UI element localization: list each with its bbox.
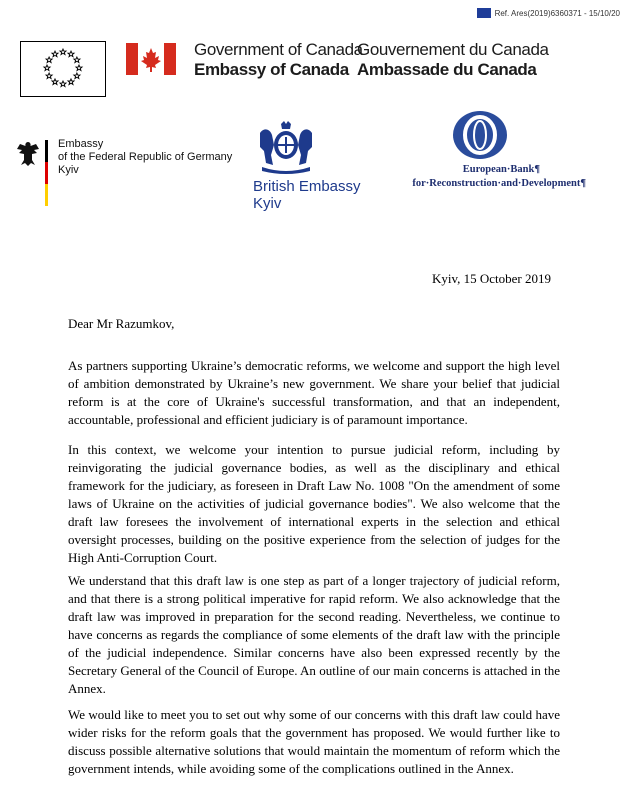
uk-line2: Kyiv (253, 195, 282, 212)
eu-logo (20, 41, 106, 97)
ebrd-line2: for·Reconstruction·and·Development¶ (412, 178, 586, 189)
reference-text: Ref. Ares(2019)6360371 - 15/10/20 (494, 8, 620, 18)
letter-date: Kyiv, 15 October 2019 (431, 271, 551, 286)
reference-stamp (477, 8, 620, 18)
letter-salutation: Dear Mr Razumkov, (68, 316, 175, 331)
ebrd-line1: European·Bank¶ (462, 164, 540, 175)
paragraph-2: In this context, we welcome your intention to pursue judicial reform, including by reinvigorating the judicial governance bodies, as well as the disciplinary and ethical framework for the judiciary, as foreseen in Draft Law No. 1008 "On the amendment of some laws of Ukraine on the activities of judicial governance bodies". We also welcome that the draft law foresees the involvement of international experts in the selection and ethical oversight processes, building on the positive experience from the selection of judges for the High Anti-Corruption Court. (68, 442, 560, 565)
paragraph-1: As partners supporting Ukraine’s democratic reforms, we welcome and support the high level of ambition demonstrated by Ukraine’s new government. We share your belief that judicial reform is at the core of Ukraine's successful transformation, and that an independent, accountable, professional and efficient judiciary is of paramount importance. (68, 358, 560, 427)
germany-line2: of the Federal Republic of Germany (58, 151, 233, 163)
uk-line1: British Embassy (253, 178, 361, 195)
eu-flag-icon (477, 8, 491, 18)
ebrd-logo-icon (452, 110, 508, 165)
germany-embassy-label (58, 138, 232, 177)
german-eagle-icon (15, 140, 41, 173)
canada-french-label (357, 39, 549, 80)
germany-line1: Embassy (58, 138, 104, 150)
germany-line3: Kyiv (58, 164, 79, 176)
canada-english-label (194, 39, 363, 80)
uk-royal-crest-icon (254, 121, 318, 180)
eu-stars-icon (21, 42, 105, 96)
canada-fr-line1: Gouvernement du Canada (357, 40, 549, 59)
canada-en-line1: Government of Canada (194, 40, 363, 59)
paragraph-4: We would like to meet you to set out why some of our concerns with this draft law could have wider risks for the reform goals that the government has proposed. We would further like to discuss possible alternative solutions that would maintain the momentum of reform which the government intends, while avoiding some of the complications outlined in the Annex. (68, 707, 560, 776)
canada-fr-line2: Ambassade du Canada (357, 60, 537, 79)
canada-flag-icon (126, 43, 176, 75)
paragraph-3: We understand that this draft law is one step as part of a longer trajectory of judicial reform, and that there is a strong political imperative for rapid reform. We also acknowledge that the draft law was improved in preparation for the second reading. Nevertheless, we continue to have concerns as regards the compliance of some elements of the draft law with the principle of the judicial independence. Similar concerns have also been expressed recently by the Secretary General of the Council of Europe. An outline of our main concerns is attached in the Annex. (68, 573, 560, 696)
german-flag-bar (45, 140, 48, 206)
uk-embassy-label (253, 178, 361, 212)
canada-en-line2: Embassy of Canada (194, 60, 349, 79)
